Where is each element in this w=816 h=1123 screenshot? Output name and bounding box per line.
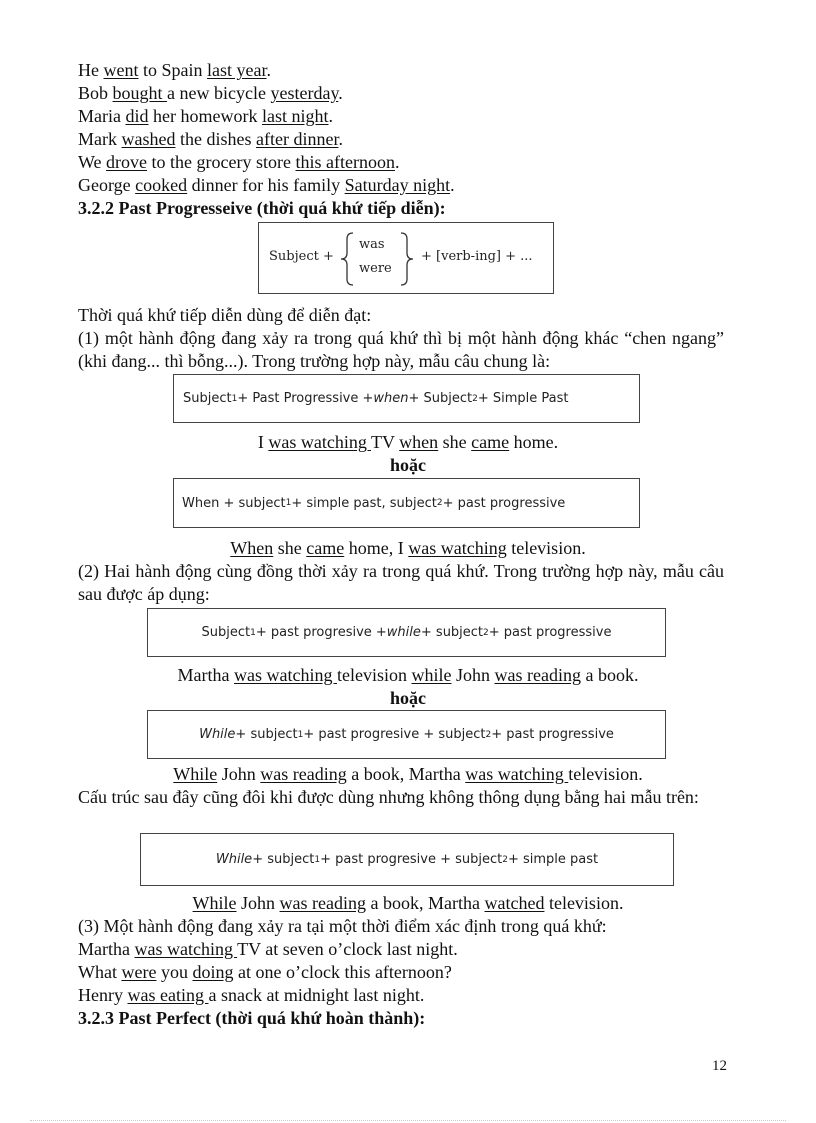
- underlined-phrase: was reading: [260, 764, 347, 784]
- formula-were: were: [359, 261, 392, 276]
- example-line: [78, 961, 452, 983]
- underlined-phrase: yesterday: [270, 83, 339, 103]
- underlined-phrase: cooked: [135, 175, 188, 195]
- text-run: We: [78, 152, 107, 172]
- underlined-phrase: washed: [121, 129, 176, 149]
- text-run: dinner for his family: [187, 175, 345, 195]
- text-run: her homework: [148, 106, 262, 126]
- text-run: home, I: [344, 538, 409, 558]
- text-run: a book, Martha: [346, 764, 466, 784]
- underlined-phrase: came: [471, 432, 510, 452]
- text-run: .: [338, 83, 343, 103]
- text-run: He: [78, 60, 104, 80]
- text-run: .: [338, 129, 343, 149]
- text-run: John: [236, 893, 280, 913]
- underlined-phrase: While: [192, 893, 237, 913]
- text-run: Maria: [78, 106, 126, 126]
- page-number: 12: [712, 1058, 727, 1074]
- section-heading-322: 3.2.2 Past Progresseive (thời quá khứ tiếp diễn):: [78, 198, 446, 218]
- usage-2-text: (2) Hai hành động cùng đồng thời xảy ra trong quá khứ. Trong trường hợp này, mẫu câu sau được áp dụng:: [78, 561, 724, 604]
- example-line: [78, 151, 399, 173]
- text-run: .: [394, 152, 400, 172]
- text-run: a snack at midnight last night.: [208, 985, 425, 1005]
- text-run: TV: [371, 432, 400, 452]
- text-run: a book.: [580, 665, 639, 685]
- page-bottom-divider: [30, 1120, 786, 1121]
- section-heading-323: 3.2.3 Past Perfect (thời quá khứ hoàn thành):: [78, 1008, 426, 1028]
- example-line: [78, 938, 458, 960]
- underlined-phrase: were: [121, 962, 157, 982]
- text-run: at one o’clock this afternoon?: [233, 962, 452, 982]
- underlined-phrase: Saturday night: [344, 175, 451, 195]
- text-run: .: [266, 60, 271, 80]
- text-run: television.: [568, 764, 643, 784]
- underlined-phrase: when: [399, 432, 439, 452]
- formula-rest: + [verb-ing] + ...: [421, 249, 533, 264]
- text-run: to the grocery store: [147, 152, 296, 172]
- text-run: Henry: [78, 985, 128, 1005]
- or-label: hoặc: [390, 455, 426, 475]
- example-sentence: [0, 763, 816, 785]
- underlined-phrase: while: [411, 665, 452, 685]
- formula-box-when: Subject 1 + Past Progressive + when + Subject 2 + Simple Past: [173, 374, 640, 423]
- underlined-phrase: watched: [484, 893, 545, 913]
- underlined-phrase: last night: [261, 106, 329, 126]
- example-line: [78, 82, 343, 104]
- example-line: [78, 59, 271, 81]
- or-label: hoặc: [390, 688, 426, 708]
- underlined-phrase: did: [125, 106, 149, 126]
- text-run: a new bicycle: [167, 83, 271, 103]
- text-run: .: [450, 175, 455, 195]
- underlined-phrase: When: [230, 538, 274, 558]
- text-run: I: [257, 432, 269, 452]
- underlined-phrase: was watching: [234, 665, 337, 685]
- text-run: .: [328, 106, 333, 126]
- underlined-phrase: doing: [192, 962, 234, 982]
- underlined-phrase: last year: [207, 60, 267, 80]
- underlined-phrase: was watching: [134, 939, 238, 959]
- underlined-phrase: drove: [106, 152, 148, 172]
- underlined-phrase: was watching: [268, 432, 371, 452]
- formula-box-while-first: While + subject 1 + past progresive + subject 2 + past progressive: [147, 710, 666, 759]
- example-sentence: [0, 537, 816, 559]
- text-run: home.: [509, 432, 559, 452]
- usage-3-note: Cấu trúc sau đây cũng đôi khi được dùng nhưng không thông dụng bằng hai mẫu trên:: [78, 787, 699, 807]
- underlined-phrase: bought: [112, 83, 168, 103]
- text-run: Bob: [78, 83, 113, 103]
- text-run: television.: [506, 538, 586, 558]
- underlined-phrase: was watching: [408, 538, 507, 558]
- text-run: Martha: [177, 665, 234, 685]
- underlined-phrase: came: [306, 538, 345, 558]
- text-run: the dishes: [175, 129, 256, 149]
- text-run: Martha: [78, 939, 135, 959]
- text-run: Mark: [78, 129, 122, 149]
- formula-was: was: [359, 237, 385, 252]
- example-line: [78, 105, 333, 127]
- text-run: she: [273, 538, 307, 558]
- example-sentence: [0, 431, 816, 453]
- underlined-phrase: this afternoon: [295, 152, 395, 172]
- formula-box-while: Subject 1 + past progresive + while + subject 2 + past progressive: [147, 608, 666, 657]
- underlined-phrase: was eating: [127, 985, 209, 1005]
- text-run: television.: [544, 893, 624, 913]
- text-run: to Spain: [138, 60, 208, 80]
- text-run: George: [78, 175, 136, 195]
- example-line: [78, 984, 424, 1006]
- underlined-phrase: While: [173, 764, 218, 784]
- usage-intro: Thời quá khứ tiếp diễn dùng để diễn đạt:: [78, 305, 372, 325]
- usage-1-text: (1) một hành động đang xảy ra trong quá khứ thì bị một hành động khác “chen ngang” (khi đang... thì bỗng...). Trong trường hợp này, mẫu câu chung là:: [78, 328, 724, 371]
- text-run: What: [78, 962, 122, 982]
- text-run: she: [438, 432, 472, 452]
- example-line: [78, 174, 455, 196]
- underlined-phrase: after dinner: [255, 129, 339, 149]
- example-sentence: [0, 892, 816, 914]
- usage-3-text: (3) Một hành động đang xảy ra tại một thời điểm xác định trong quá khứ:: [78, 916, 607, 936]
- example-line: [78, 128, 343, 150]
- formula-box-when-first: When + subject 1 + simple past, subject 2 + past progressive: [173, 478, 640, 528]
- formula-subject: Subject +: [269, 249, 334, 264]
- left-brace-icon: [339, 231, 357, 287]
- underlined-phrase: was reading: [494, 665, 581, 685]
- example-sentence: [0, 664, 816, 686]
- text-run: you: [156, 962, 193, 982]
- underlined-phrase: was watching: [465, 764, 569, 784]
- formula-box-while-simple-past: While + subject 1 + past progresive + subject 2 + simple past: [140, 833, 674, 886]
- formula-box-past-progressive: [258, 222, 554, 294]
- right-brace-icon: [397, 231, 415, 287]
- text-run: a book, Martha: [366, 893, 485, 913]
- underlined-phrase: was reading: [279, 893, 367, 913]
- text-run: John: [217, 764, 261, 784]
- text-run: television: [336, 665, 412, 685]
- underlined-phrase: went: [103, 60, 139, 80]
- text-run: TV at seven o’clock last night.: [237, 939, 458, 959]
- text-run: John: [451, 665, 495, 685]
